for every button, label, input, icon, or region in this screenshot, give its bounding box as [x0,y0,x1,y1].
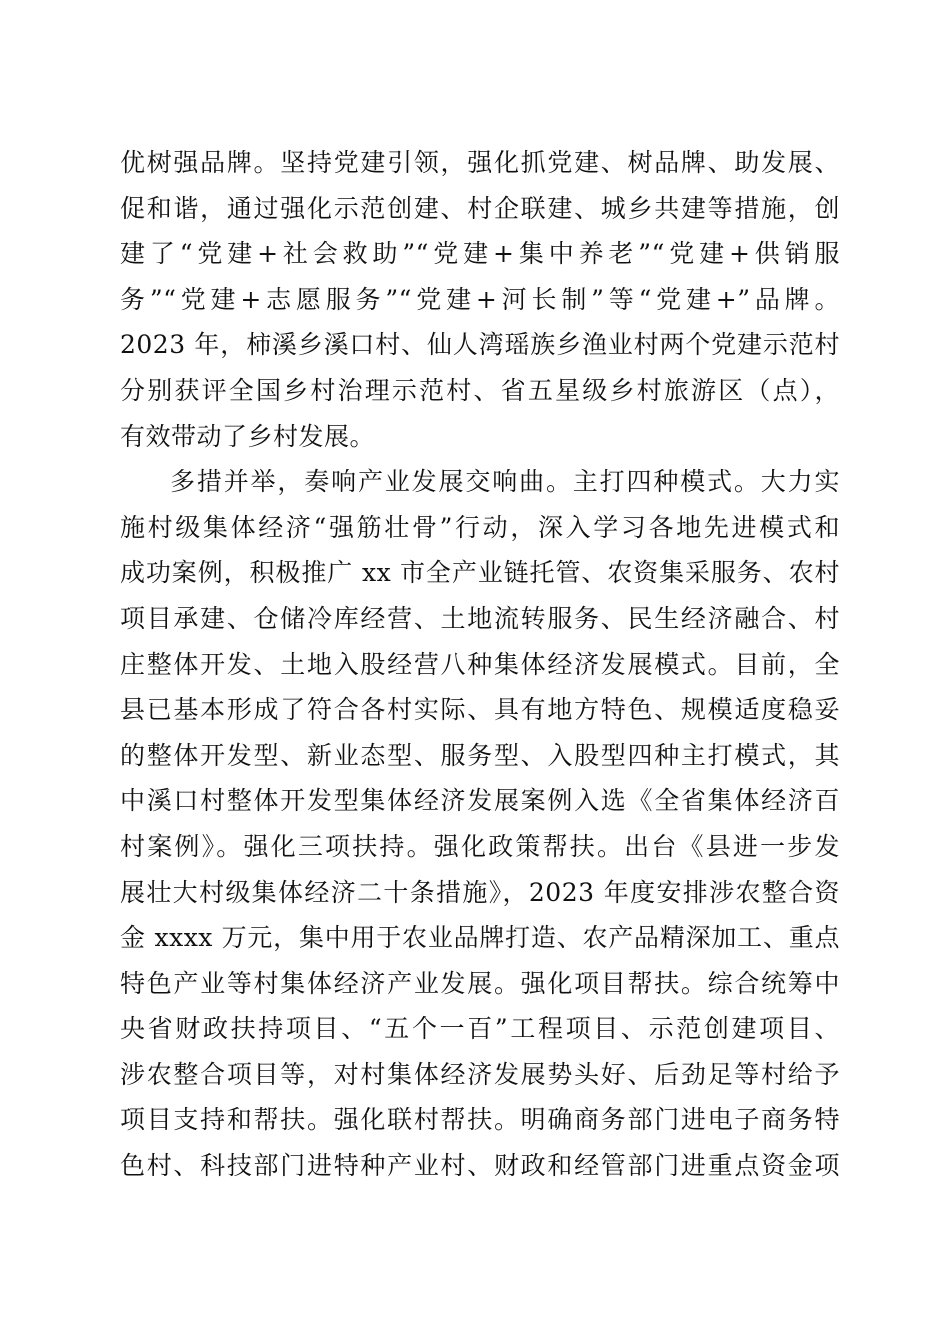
text-line: 项目承建、仓储冷库经营、土地流转服务、民生经济融合、村 [120,603,840,633]
text-line: 村案例》。强化三项扶持。强化政策帮扶。出台《县进一步发 [120,831,840,861]
text-line: 涉农整合项目等，对村集体经济发展势头好、后劲足等村给予 [120,1059,840,1089]
text-line: 2023 年，柿溪乡溪口村、仙人湾瑶族乡渔业村两个党建示范村 [120,330,840,360]
text-line: 优树强品牌。坚持党建引领，强化抓党建、树品牌、助发展、 [120,148,840,177]
text-line: 分别获评全国乡村治理示范村、省五星级乡村旅游区（点）， [120,375,840,405]
text-line: 金 xxxx 万元，集中用于农业品牌打造、农产品精深加工、重点 [120,923,840,953]
text-line: 县已基本形成了符合各村实际、具有地方特色、规模适度稳妥 [120,695,840,725]
body-text [120,140,840,1189]
text-line: 中溪口村整体开发型集体经济发展案例入选《全省集体经济百 [120,786,840,816]
text-line: 的整体开发型、新业态型、服务型、入股型四种主打模式，其 [120,740,840,770]
text-line: 项目支持和帮扶。强化联村帮扶。明确商务部门进电子商务特 [120,1105,840,1135]
text-line: 有效带动了乡村发展。 [120,421,376,451]
paragraph-start-line: 多措并举，奏响产业发展交响曲。主打四种模式。大力实 [170,467,840,497]
text-line: 促和谐，通过强化示范创建、村企联建、城乡共建等措施，创 [120,193,840,223]
text-line: 庄整体开发、土地入股经营八种集体经济发展模式。目前，全 [120,649,840,679]
text-line: 色村、科技部门进特种产业村、财政和经管部门进重点资金项 [120,1151,840,1181]
text-line: 建了“党建+社会救助”“党建+集中养老”“党建+供销服 [120,239,840,269]
text-line: 特色产业等村集体经济产业发展。强化项目帮扶。综合统筹中 [120,968,840,998]
text-line: 成功案例，积极推广 xx 市全产业链托管、农资集采服务、农村 [120,558,840,588]
text-line: 务”“党建+志愿服务”“党建+河长制”等“党建+”品牌。 [120,284,840,314]
text-line: 施村级集体经济“强筋壮骨”行动，深入学习各地先进模式和 [120,512,840,542]
text-line: 展壮大村级集体经济二十条措施》，2023 年度安排涉农整合资 [120,877,840,907]
text-line: 央省财政扶持项目、“五个一百”工程项目、示范创建项目、 [120,1014,840,1044]
